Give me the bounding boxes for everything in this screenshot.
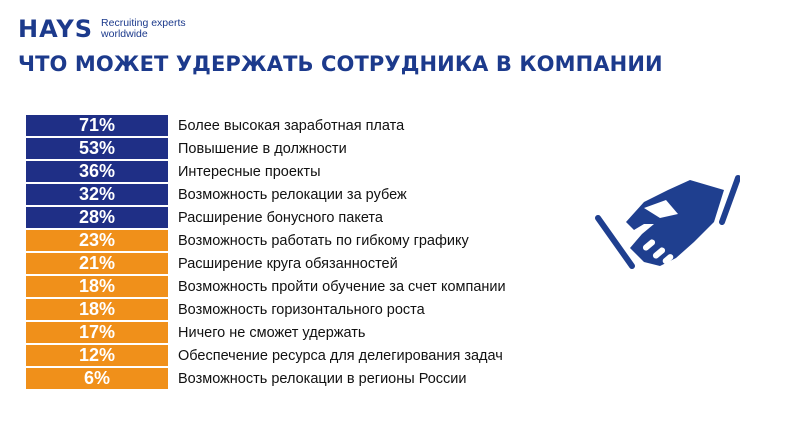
value-cell: 18% [26,276,168,299]
value-cell: 17% [26,322,168,345]
category-label: Возможность пройти обучение за счет компании [178,279,506,295]
chart-row [26,276,546,299]
category-label: Возможность релокации в регионы России [178,371,467,387]
chart-row [26,253,546,276]
chart-row [26,207,546,230]
value-cell: 21% [26,253,168,276]
category-label: Возможность работать по гибкому графику [178,233,469,249]
chart-row [26,115,546,138]
value-cell: 71% [26,115,168,138]
chart-row [26,345,546,368]
value-cell: 53% [26,138,168,161]
category-label: Возможность релокации за рубеж [178,187,407,203]
chart-row [26,161,546,184]
chart-row [26,138,546,161]
chart-row [26,184,546,207]
chart-row [26,368,546,391]
category-label: Возможность горизонтального роста [178,302,425,318]
value-cell: 32% [26,184,168,207]
value-cell: 36% [26,161,168,184]
logo-tagline [101,18,186,40]
page-title: ЧТО МОЖЕТ УДЕРЖАТЬ СОТРУДНИКА В КОМПАНИИ [18,52,663,76]
logo-wordmark: HAYS [18,15,94,43]
value-cell: 28% [26,207,168,230]
value-cell: 12% [26,345,168,368]
hays-logo [18,16,186,42]
chart-row [26,230,546,253]
category-label: Повышение в должности [178,141,347,157]
chart-row [26,299,546,322]
retention-chart [26,115,546,391]
value-cell: 23% [26,230,168,253]
category-label: Обеспечение ресурса для делегирования задач [178,348,503,364]
logo-tagline-line2: worldwide [101,28,148,40]
value-cell: 18% [26,299,168,322]
category-label: Расширение бонусного пакета [178,210,383,226]
category-label: Ничего не сможет удержать [178,325,366,341]
category-label: Более высокая заработная плата [178,118,405,134]
value-cell: 6% [26,368,168,391]
logo-tagline-line1: Recruiting experts [101,17,186,29]
category-label: Интересные проекты [178,164,321,180]
handshake-icon [590,172,740,282]
chart-row [26,322,546,345]
category-label: Расширение круга обязанностей [178,256,398,272]
